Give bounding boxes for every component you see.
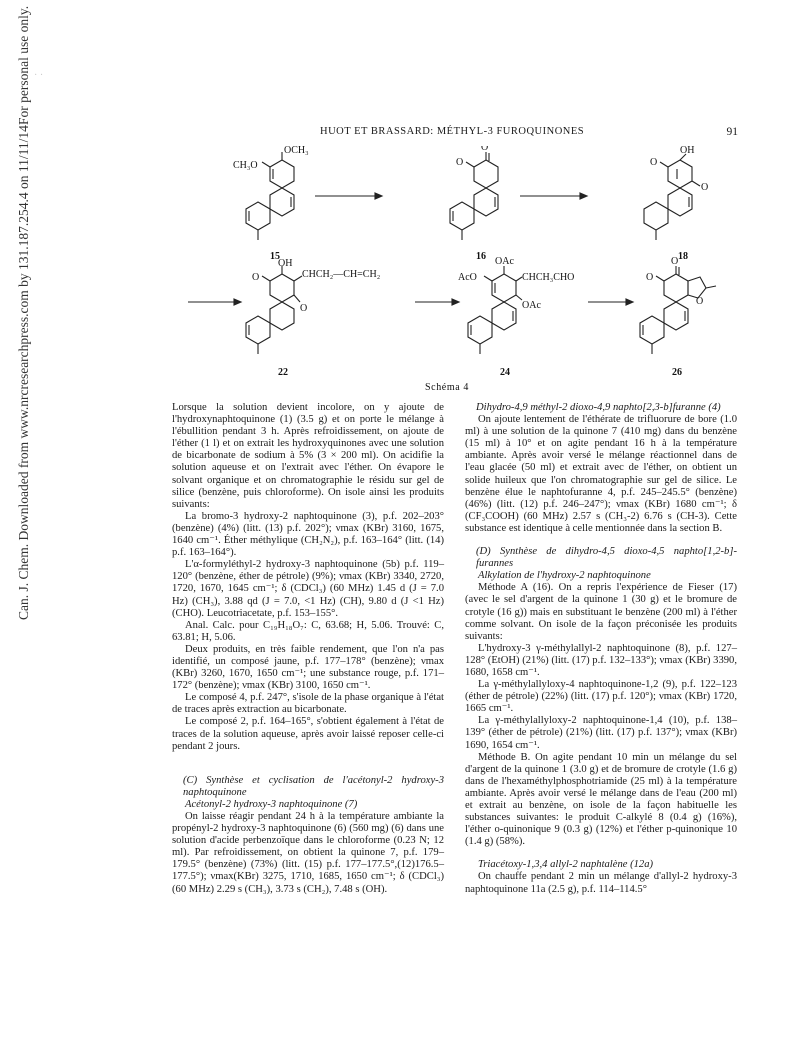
hydroxyl-group: OH [680,146,695,156]
page-header [170,126,738,142]
subsection-heading: Acétonyl-2 hydroxy-3 naphtoquinone (7) [185,798,358,810]
scan-artifact: · · [34,70,44,81]
paragraph: La bromo-3 hydroxy-2 naphtoquinone (3), p.f. 202–203° (benzène) (4%) (litt. (13) p.f. 202°); νmax (KBr) 3160, 1675, 1640 cm⁻¹. Éther méthylique (CH₂N₂), p.f. 163–164° (litt. (14) p.f. 163–164°). [172,510,444,559]
download-notice-line1: Can. J. Chem. Downloaded from www.nrcresearchpress.com by 131.187.254.4 on 11/11/14 [16,125,31,620]
hydroxyl-group: OH [278,258,293,269]
paragraph: Anal. Calc. pour C₁₉H₁₈O₇: C, 63.68; H, 5.06. Trouvé: C, 63.81; H, 5.06. [172,619,444,643]
oxo-group: O [650,157,658,168]
running-head: HUOT ET BRASSARD: MÉTHYL-3 FUROQUINONES [320,126,585,137]
page-number: 91 [726,126,738,138]
download-notice-line2: For personal use only. [16,5,31,126]
compound-label-16: 16 [476,251,486,262]
compound-24 [458,256,574,378]
paragraph: L'hydroxy-3 γ-méthylallyl-2 naphtoquinone (8), p.f. 127–128° (EtOH) (21%) (litt. (17) p.f. 132–133°); νmax (KBr) 3390, 1680, 1658 cm⁻¹. [465,642,737,678]
paragraph: Lorsque la solution devient incolore, on y ajoute de l'hydroxynaphtoquinone (1) (3.5 g) et on porte le mélange à l'ébullition pendant 3 h. Après refroidissement, on ajoute de l'éther (1 l) et on extrait les hydroxyquinones avec une solution de bicarbonate de sodium à 5% (3 × 200 ml). On acidifie la solution aqueuse et on l'extrait avec l'éther. On évapore le solvant organique et on chromatographie le résidu sur gel de silice (benzène, puis chloroforme). On isole ainsi les produits suivants: [172,402,444,510]
furan-oxygen: O [696,296,704,307]
oxo-group: O [300,303,308,314]
compound-label-15: 15 [270,251,280,262]
subsection-heading: Alkylation de l'hydroxy-2 naphtoquinone [478,570,651,582]
compound-label-22: 22 [278,367,288,378]
paragraph: On chauffe pendant 2 min un mélange d'allyl-2 hydroxy-3 naphtoquinone 11a (2.5 g), p.f. 114–114.5° [465,871,737,895]
paragraph: Méthode B. On agite pendant 10 min un mélange du sel d'argent de la quinone 1 (3.0 g) et de bromure de crotyle (1.6 g) dans de l'hexaméthylphosphotriamide (25 ml) à la température ambiante. Après avoir versé le mélange dans de l'eau (200 ml) et extrait au benzène, on isole de la façon habituelle les substances suivantes: le produit C-alkylé 8 (0.4 g) (16%), l'éther o-quinonique 9 (0.3 g) (12%) et l'éther p-quinonique 10 (1.4 g) (58%). [465,751,737,848]
paragraph: Le composé 2, p.f. 164–165°, s'obtient également à l'état de traces de la solution aqueuse, après avoir laissé reposer celle-ci pendant 2 jours. [172,716,444,752]
acetoxy-group: OAc [522,300,541,311]
och3-group: OCH₃ [284,146,309,156]
compound-18 [644,146,708,262]
paragraph: On ajoute lentement de l'éthérate de trifluorure de bore (1.0 ml) à une solution de la quinone 7 (410 mg) dans du benzène (15 ml) à 10° et on agite pendant 16 h à la température ambiante. Après avoir versé le mélange réactionnel dans de l'eau glacée (50 ml) et extrait avec de l'éther, on obtient un solide huileux que l'on chromatographie sur gel de silice. Le benzène élue le naphtofuranne 4, p.f. 245–245.5° (benzène) (46%) (litt. (12) p.f. 246–247°); νmax (KBr) 1680 cm⁻¹; δ (CF₃COOH) (60 MHz) 2.57 s (CH₃-2) 6.76 s (CH-3). Cette substance est identique à celle mentionnée dans la section B. [465,414,737,534]
download-notice-text [16,5,31,620]
ch3o-group: CH₃O [233,160,258,171]
compound-16 [450,146,498,262]
section-heading: (C) Synthèse et cyclisation de l'acétonyl-2 hydroxy-3 naphtoquinone [183,774,444,798]
compound-label-18: 18 [678,251,688,262]
compound-22 [246,258,380,378]
compound-label-24: 24 [500,367,510,378]
paragraph: La γ-méthylallyloxy-2 naphtoquinone-1,4 (10), p.f. 138–139° (éther de pétrole) (21%) (litt. (17) p.f. 137°); νmax (KBr) 1690, 1654 cm⁻¹. [465,715,737,751]
oxo-group: O [252,272,260,283]
paragraph: Méthode A (16). On a repris l'expérience de Fieser (17) (avec le sel d'argent de la quinone 1 (30 g) et le bromure de crotyle (16 g)) mais en substituant le benzène (200 ml) à l'éther comme solvant. On isole de la façon préconisée les produits suivants: [465,582,737,642]
reaction-scheme [170,146,738,390]
compound-label-26: 26 [672,367,682,378]
compound-15 [233,146,309,262]
paragraph: Le composé 4, p.f. 247°, s'isole de la phase organique à l'état de traces après extraction au bicarbonate. [172,692,444,716]
subsection-heading: Dihydro-4,9 méthyl-2 dioxo-4,9 naphto[2,3-b]furanne (4) [476,402,721,413]
paragraph: On laisse réagir pendant 24 h à la température ambiante la propényl-2 hydroxy-3 naphtoquinone (6) (560 mg) (6) dans une solution d'acide perbenzoïque dans le chloroforme (0.23 N; 12 ml). Par refroidissement, on obtient la quinone 7, p.f. 179–179.5° (benzène) (73%) (litt. (15) p.f. 177–177.5°,(12)176.5–177.5°); νmax(KBr) 3275, 1710, 1685, 1650 cm⁻¹; δ (CDCl₃) (60 MHz) 2.29 s (CH₃), 3.73 s (CH₂), 7.48 s (OH). [172,811,444,895]
oxo-group: O [646,272,654,283]
oxo-group: O [671,256,679,267]
right-column [465,402,737,896]
paragraph: La γ-méthylallyloxy-4 naphtoquinone-1,2 (9), p.f. 122–123 (éther de pétrole) (22%) (litt. (17) p.f. 120°); νmax (KBr) 1720, 1665 cm⁻¹. [465,679,737,715]
paragraph: Deux produits, en très faible rendement, que l'on n'a pas identifié, un composé jaune, p.f. 177–178° (benzène); νmax (KBr) 3260, 1670, 1650 cm⁻¹; une substance rouge, p.f. 171–172° (benzène); νmax (KBr) 3100, 1650 cm⁻¹. [172,643,444,692]
download-notice [2,5,54,620]
oxo-group: O [456,157,464,168]
scheme-caption: Schéma 4 [425,382,469,390]
left-column [172,402,444,896]
compound-26 [640,256,716,378]
oxo-group: O [701,182,709,193]
paragraph: L'α-formyléthyl-2 hydroxy-3 naphtoquinone (5b) p.f. 119–120° (benzène, éther de pétrole) (9%); νmax (KBr) 3340, 2720, 1720, 1670, 1645 cm⁻¹; δ (CDCl₃) (60 MHz) 1.45 d (J = 7.0 Hz) (CH₃), 3.88 qd (J = 7.0, <1 Hz) (CH), 9.80 d (J <1 Hz) (CHO). Leucotriacetate, p.f. 153–155°. [172,559,444,619]
oxo-group: O [481,146,489,153]
section-heading: (D) Synthèse de dihydro-4,5 dioxo-4,5 naphto[1,2-b]-furannes [476,546,737,570]
aldehyde-chain: CHCH₃CHO [522,272,575,283]
crotyl-chain: CHCH₂—CH=CH₂ [302,269,381,280]
subsection-heading: Triacétoxy-1,3,4 allyl-2 naphtalène (12a) [478,859,654,871]
acetoxy-group: AcO [458,272,477,283]
scheme-drawing [170,146,738,390]
acetoxy-group: OAc [495,256,514,267]
